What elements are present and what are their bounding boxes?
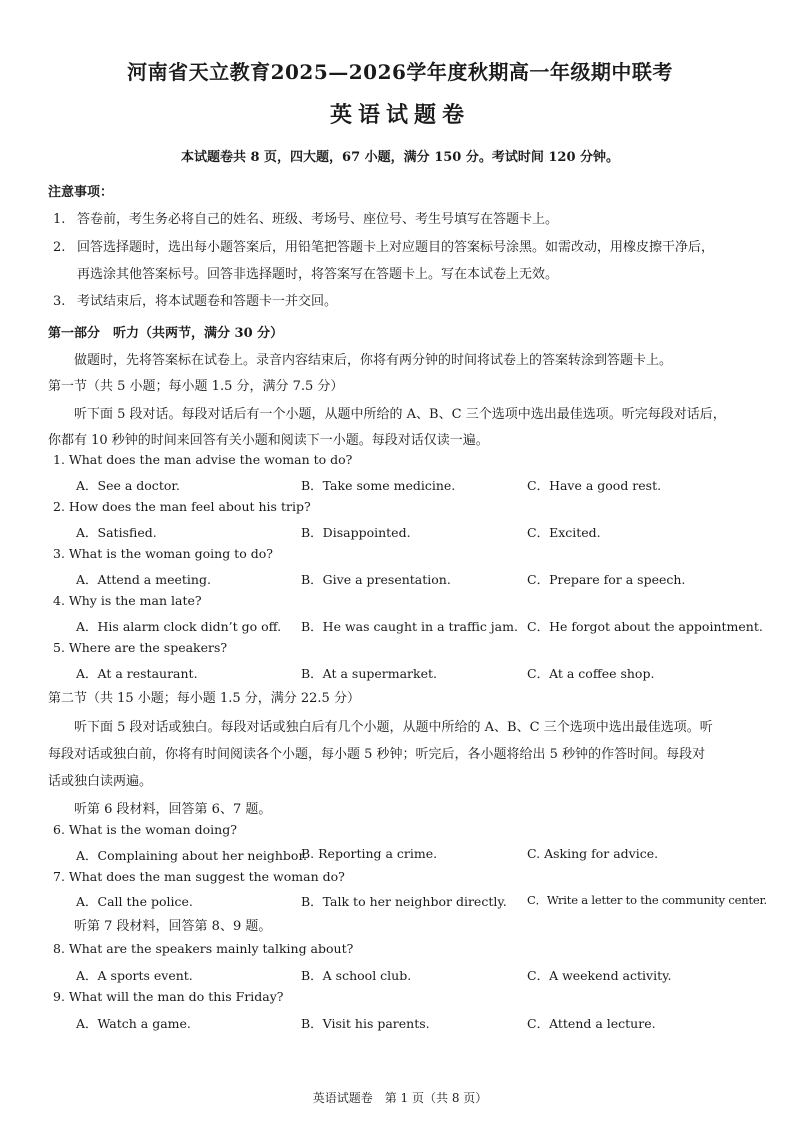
option-b: B．Visit his parents. <box>301 1016 430 1031</box>
option-b: B．Give a presentation. <box>301 572 451 587</box>
option-c: C．Prepare for a speech. <box>527 572 686 587</box>
section1-title: 第一节（共 5 小题；每小题 1.5 分，满分 7.5 分） <box>48 379 344 394</box>
option-a: A．Satisfied. <box>76 525 157 540</box>
option-b: B．Take some medicine. <box>301 478 456 493</box>
question-2: 2. How does the man feel about his trip? <box>53 499 311 514</box>
notice-title: 注意事项： <box>48 185 114 200</box>
option-b: B．He was caught in a traffic jam. <box>301 619 518 634</box>
section2-instruction: 听下面 5 段对话或独白。每段对话或独白后有几个小题，从题中所给的 A、B、C 三个选项中选出最佳选项。听 <box>74 720 713 735</box>
option-a: A．Complaining about her neighbor. <box>76 848 308 863</box>
section1-instruction-cont: 你都有 10 秒钟的时间来回答有关小题和阅读下一小题。每段对话仅读一遍。 <box>48 433 489 448</box>
section1-instruction: 听下面 5 段对话。每段对话后有一个小题，从题中所给的 A、B、C 三个选项中选出最佳选项。听完每段对话后， <box>74 407 726 422</box>
question-1: 1. What does the man advise the woman to do? <box>53 452 353 467</box>
exam-title: 河南省天立教育2025—2026学年度秋期高一年级期中联考 <box>127 60 673 84</box>
notice-item-3: 3. 考试结束后，将本试题卷和答题卡一并交回。 <box>53 294 338 309</box>
option-b: B．At a supermarket. <box>301 666 438 681</box>
question-3: 3. What is the woman going to do? <box>53 546 273 561</box>
page-footer: 英语试题卷 第 1 页（共 8 页） <box>312 1091 488 1105</box>
question-4: 4. Why is the man late? <box>53 593 202 608</box>
part1-title: 第一部分 听力（共两节，满分 30 分） <box>48 326 284 341</box>
option-b: B. Reporting a crime. <box>301 846 438 861</box>
option-c: C．At a coffee shop. <box>527 666 655 681</box>
notice-item-2: 2. 回答选择题时，选出每小题答案后，用铅笔把答题卡上对应题目的答案标号涂黑。如需改动，用橡皮擦干净后， <box>53 240 715 255</box>
notice-item-1: 1. 答卷前，考生务必将自己的姓名、班级、考场号、座位号、考生号填写在答题卡上。 <box>53 212 559 227</box>
option-a: A．His alarm clock didn’t go off. <box>76 619 282 634</box>
question-6: 6. What is the woman doing? <box>53 822 237 837</box>
question-5: 5. Where are the speakers? <box>53 640 228 655</box>
section2-instruction-end: 话或独白读两遍。 <box>48 774 153 789</box>
option-b: B．Talk to her neighbor directly. <box>301 894 507 909</box>
exam-subtitle: 英语试题卷 <box>329 102 470 128</box>
option-c: C．Write a letter to the community center. <box>527 893 767 907</box>
material-6-heading: 听第 6 段材料，回答第 6、7 题。 <box>74 802 272 817</box>
option-a: A．At a restaurant. <box>76 666 198 681</box>
question-8: 8. What are the speakers mainly talking about? <box>53 941 354 956</box>
option-c: C．Attend a lecture. <box>527 1016 656 1031</box>
part1-instruction: 做题时，先将答案标在试卷上。录音内容结束后，你将有两分钟的时间将试卷上的答案转涂到答题卡上。 <box>74 353 673 368</box>
option-b: B．A school club. <box>301 968 412 983</box>
option-c: C. Asking for advice. <box>527 846 659 861</box>
option-b: B．Disappointed. <box>301 525 411 540</box>
notice-item-2-cont: 再选涂其他答案标号。回答非选择题时，将答案写在答题卡上。写在本试卷上无效。 <box>77 267 559 282</box>
material-7-heading: 听第 7 段材料，回答第 8、9 题。 <box>74 919 272 934</box>
option-a: A．Call the police. <box>76 894 193 909</box>
exam-intro: 本试题卷共 8 页，四大题，67 小题，满分 150 分。考试时间 120 分钟。 <box>180 150 620 165</box>
section2-instruction-cont: 每段对话或独白前，你将有时间阅读各个小题，每小题 5 秒钟；听完后，各小题将给出 5 秒钟的作答时间。每段对 <box>48 747 706 762</box>
section2-title: 第二节（共 15 小题；每小题 1.5 分，满分 22.5 分） <box>48 691 360 706</box>
question-7: 7. What does the man suggest the woman do? <box>53 869 345 884</box>
option-c: C．Have a good rest. <box>527 478 662 493</box>
option-a: A．Attend a meeting. <box>76 572 211 587</box>
question-9: 9. What will the man do this Friday? <box>53 989 284 1004</box>
option-c: C．Excited. <box>527 525 601 540</box>
option-a: A．See a doctor. <box>76 478 180 493</box>
option-a: A．Watch a game. <box>76 1016 191 1031</box>
option-a: A．A sports event. <box>76 968 193 983</box>
option-c: C．A weekend activity. <box>527 968 672 983</box>
option-c: C．He forgot about the appointment. <box>527 619 763 634</box>
